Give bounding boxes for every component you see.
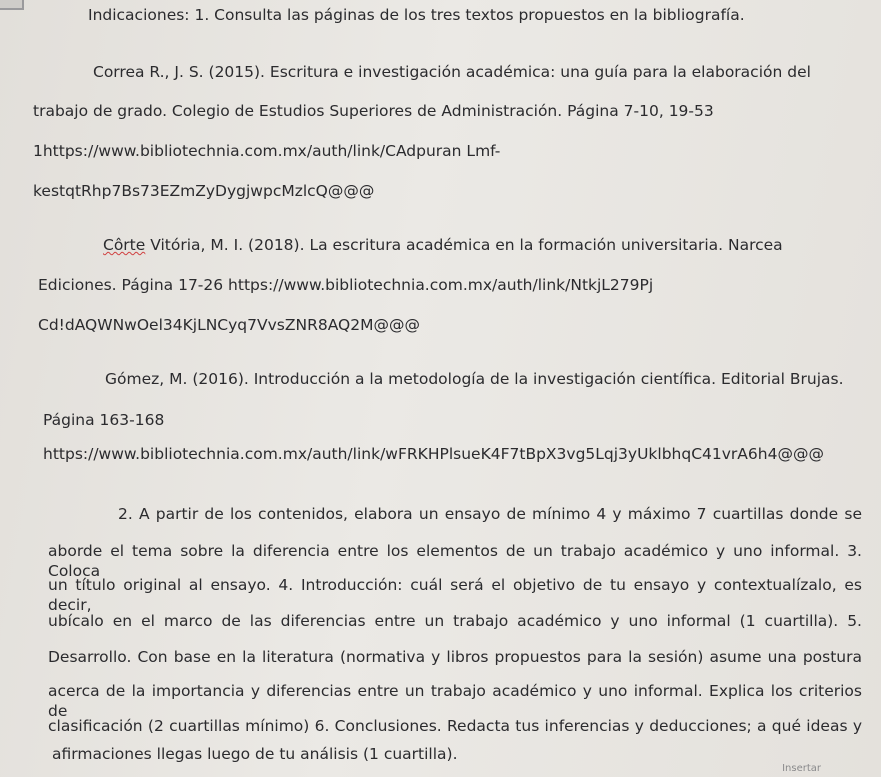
corner-marker — [0, 0, 24, 10]
reference-corte-link[interactable]: Cd!dAQWNwOel34KjLNCyq7VvsZNR8AQ2M@@@ — [38, 316, 420, 334]
task-line-3: un título original al ensayo. 4. Introducción: cuál será el objetivo de tu ensayo y contextualízalo, es decir, — [48, 576, 862, 614]
reference-gomez-line-1: Gómez, M. (2016). Introducción a la metodología de la investigación científica. Editorial Brujas. — [105, 370, 844, 388]
reference-corte-text: Vitória, M. I. (2018). La escritura académica en la formación universitaria. Narcea — [150, 236, 783, 254]
status-insert[interactable]: Insertar — [782, 763, 821, 774]
task-line-4: ubícalo en el marco de las diferencias entre un trabajo académico y uno informal (1 cuartilla). 5. — [48, 612, 862, 630]
reference-correa-line-2: trabajo de grado. Colegio de Estudios Superiores de Administración. Página 7-10, 19-53 — [33, 102, 714, 120]
task-line-1: 2. A partir de los contenidos, elabora un ensayo de mínimo 4 y máximo 7 cuartillas donde se — [118, 505, 862, 523]
spellcheck-word: Côrte — [103, 236, 146, 254]
reference-correa-line-1: Correa R., J. S. (2015). Escritura e investigación académica: una guía para la elaboración del — [93, 63, 811, 81]
task-line-5: Desarrollo. Con base en la literatura (normativa y libros propuestos para la sesión) asume una postura — [48, 648, 862, 666]
task-line-6: acerca de la importancia y diferencias entre un trabajo académico y uno informal. Explica los criterios de — [48, 682, 862, 720]
status-bar — [764, 763, 821, 777]
reference-corte-line-1 — [103, 235, 783, 255]
reference-corte-line-2: Ediciones. Página 17-26 https://www.bibliotechnia.com.mx/auth/link/NtkjL279Pj — [38, 276, 654, 294]
reference-correa-link-1[interactable]: 1https://www.bibliotechnia.com.mx/auth/link/CAdpuran Lmf- — [33, 142, 501, 160]
reference-correa-link-2[interactable]: kestqtRhp7Bs73EZmZyDygjwpcMzlcQ@@@ — [33, 182, 375, 200]
task-line-8: afirmaciones llegas luego de tu análisis (1 cuartilla). — [52, 745, 458, 763]
reference-gomez-link[interactable]: https://www.bibliotechnia.com.mx/auth/link/wFRKHPlsueK4F7tBpX3vg5Lqj3yUklbhqC41vrA6h4@@@ — [43, 445, 824, 463]
task-line-7: clasificación (2 cuartillas mínimo) 6. Conclusiones. Redacta tus inferencias y deducciones; a qué ideas y — [48, 717, 862, 735]
instructions-heading: Indicaciones: 1. Consulta las páginas de los tres textos propuestos en la bibliografía. — [88, 6, 745, 24]
task-line-2: aborde el tema sobre la diferencia entre los elementos de un trabajo académico y uno informal. 3. Coloca — [48, 542, 862, 580]
reference-gomez-line-2: Página 163-168 — [43, 411, 165, 429]
